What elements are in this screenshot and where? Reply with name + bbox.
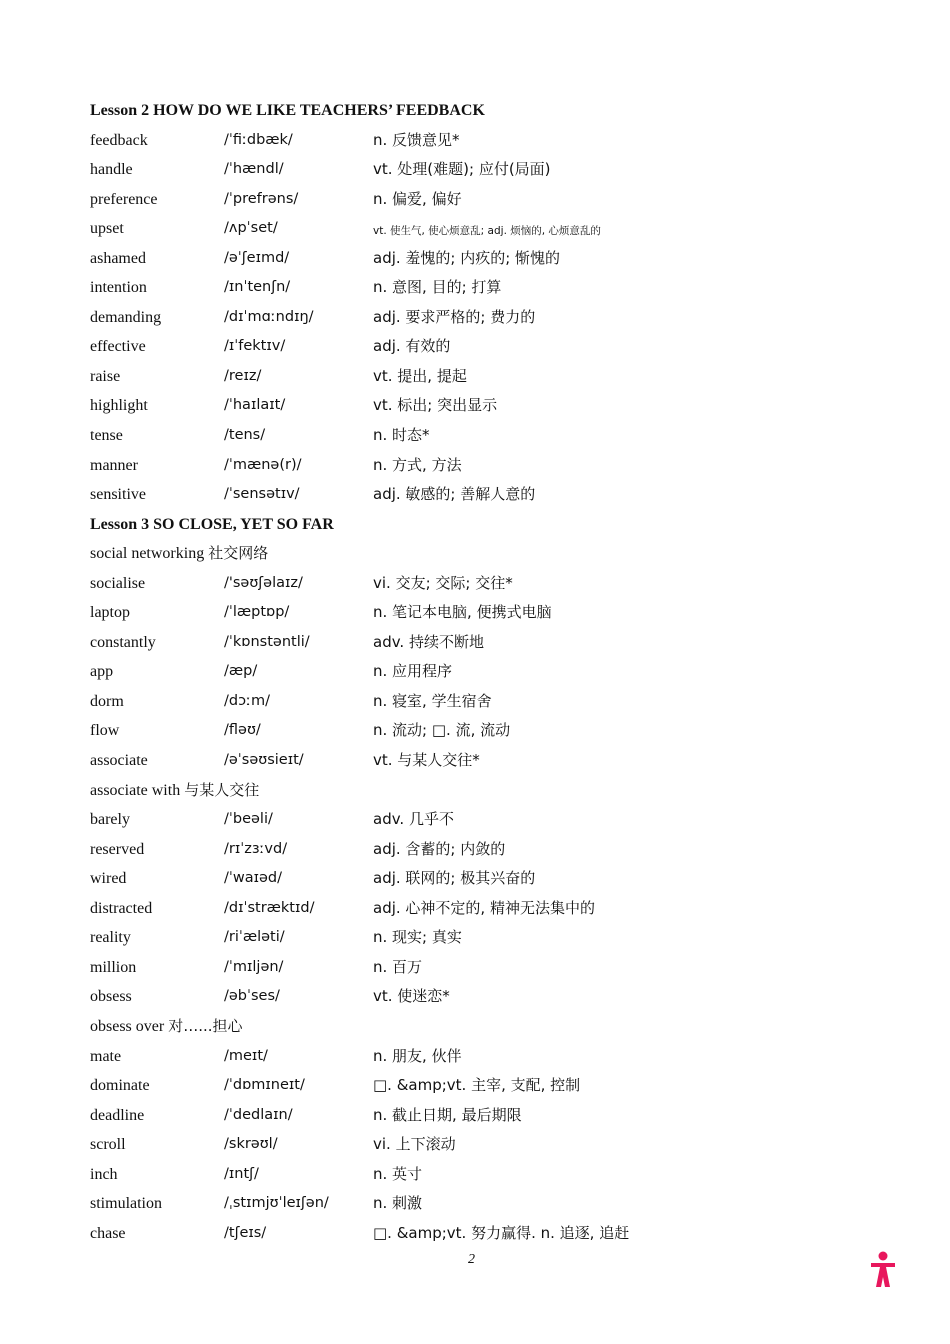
vocab-phonetic: /ˈmɪljən/	[224, 958, 284, 975]
vocab-definition: n. 现实; 真实	[373, 928, 462, 947]
vocab-definition: adj. 要求严格的; 费力的	[373, 307, 536, 326]
vocab-phonetic: /əbˈses/	[224, 988, 280, 1005]
vocab-word: dominate	[90, 1077, 150, 1095]
vocab-definition: □. &amp;vt. 主宰, 支配, 控制	[373, 1076, 581, 1095]
vocab-phonetic: /dɪˈstræktɪd/	[224, 899, 315, 916]
vocab-row	[90, 126, 890, 156]
vocab-phonetic: /tens/	[224, 427, 266, 444]
vocab-phonetic: /fləʊ/	[224, 722, 261, 739]
vocab-row	[90, 746, 890, 776]
vocab-word: highlight	[90, 397, 148, 415]
vocab-word: stimulation	[90, 1195, 162, 1213]
vocab-row	[90, 1219, 890, 1249]
vocab-row	[90, 1101, 890, 1131]
vocab-phonetic: /ˈhændl/	[224, 161, 284, 178]
vocab-definition: vt. 处理(难题); 应付(局面)	[373, 160, 551, 179]
vocab-row	[90, 687, 890, 717]
vocab-definition: n. 寝室, 学生宿舍	[373, 691, 492, 710]
vocab-word: chase	[90, 1224, 126, 1242]
vocab-row	[90, 1130, 890, 1160]
vocab-word: laptop	[90, 604, 130, 622]
phrase-en: social networking	[90, 545, 205, 563]
vocab-row	[90, 805, 890, 835]
vocab-phonetic: /əˈsəʊsieɪt/	[224, 752, 304, 769]
vocab-definition: n. 意图, 目的; 打算	[373, 278, 502, 297]
vocab-row	[90, 569, 890, 599]
vocab-definition: adj. 有效的	[373, 337, 451, 356]
vocab-phonetic: /ɪntʃ/	[224, 1165, 259, 1182]
vocab-word: constantly	[90, 633, 156, 651]
lesson3-list-a	[90, 569, 890, 776]
vocab-row	[90, 982, 890, 1012]
vocab-row	[90, 214, 890, 244]
vocab-row	[90, 421, 890, 451]
vocab-word: scroll	[90, 1136, 126, 1154]
vocab-row	[90, 480, 890, 510]
vocab-word: handle	[90, 161, 133, 179]
vocab-phonetic: /dɪˈmɑːndɪŋ/	[224, 308, 314, 325]
vocab-definition: vt. 标出; 突出显示	[373, 396, 498, 415]
vocab-word: feedback	[90, 131, 148, 149]
vocab-row	[90, 894, 890, 924]
vocab-definition: n. 偏爱, 偏好	[373, 189, 462, 208]
vocab-phonetic: /ˌstɪmjʊˈleɪʃən/	[224, 1195, 329, 1212]
vocab-word: socialise	[90, 574, 146, 592]
vocab-definition: n. 方式, 方法	[373, 455, 462, 474]
vocab-word: mate	[90, 1047, 122, 1065]
vocab-row	[90, 657, 890, 687]
vocab-word: reserved	[90, 840, 145, 858]
vocab-phonetic: /riˈæləti/	[224, 929, 285, 946]
vocab-definition: n. 截止日期, 最后期限	[373, 1105, 522, 1124]
phrase-cn: 与某人交往	[184, 780, 260, 799]
vocab-row	[90, 362, 890, 392]
vocab-definition: adj. 含蓄的; 内敛的	[373, 839, 506, 858]
vocab-phonetic: /ˈdɒmɪneɪt/	[224, 1077, 305, 1094]
lesson3-list-c	[90, 1042, 890, 1249]
vocab-row	[90, 451, 890, 481]
vocab-definition: vi. 交友; 交际; 交往*	[373, 573, 513, 592]
vocab-phonetic: /ˈdedlaɪn/	[224, 1106, 293, 1123]
vocab-row	[90, 716, 890, 746]
vocab-word: tense	[90, 427, 123, 445]
phrase-row	[90, 1012, 890, 1042]
vocab-definition: n. 笔记本电脑, 便携式电脑	[373, 603, 552, 622]
vocab-phonetic: /ˈlæptɒp/	[224, 604, 290, 621]
vocab-definition: adj. 联网的; 极其兴奋的	[373, 869, 536, 888]
vocab-row	[90, 1160, 890, 1190]
lesson3-list-b	[90, 805, 890, 1012]
vocab-word: raise	[90, 367, 121, 385]
vocab-word: effective	[90, 338, 146, 356]
vocab-definition: vt. 使迷恋*	[373, 987, 450, 1006]
vocabulary-page	[90, 96, 890, 1248]
vocab-word: intention	[90, 279, 147, 297]
vocab-phonetic: /skrəʊl/	[224, 1136, 278, 1153]
vocab-row	[90, 1042, 890, 1072]
vocab-row	[90, 273, 890, 303]
vocab-phonetic: /tʃeɪs/	[224, 1224, 267, 1241]
vocab-row	[90, 155, 890, 185]
vocab-row	[90, 332, 890, 362]
vocab-word: inch	[90, 1165, 118, 1183]
vocab-phonetic: /ʌpˈset/	[224, 220, 278, 237]
vocab-word: wired	[90, 870, 127, 888]
vocab-phonetic: /dɔːm/	[224, 692, 270, 709]
vocab-phonetic: /æp/	[224, 663, 258, 680]
vocab-phonetic: /reɪz/	[224, 367, 262, 384]
vocab-row	[90, 1071, 890, 1101]
vocab-definition: n. 英寸	[373, 1164, 423, 1183]
vocab-row	[90, 185, 890, 215]
vocab-row	[90, 628, 890, 658]
vocab-word: million	[90, 958, 137, 976]
vocab-phonetic: /ˈwaɪəd/	[224, 870, 283, 887]
vocab-row	[90, 598, 890, 628]
vocab-word: app	[90, 663, 114, 681]
vocab-word: sensitive	[90, 486, 146, 504]
phrase-row	[90, 539, 890, 569]
vocab-phonetic: /ɪnˈtenʃn/	[224, 279, 291, 296]
vocab-word: distracted	[90, 899, 153, 917]
vocab-word: barely	[90, 811, 130, 829]
vocab-phonetic: /meɪt/	[224, 1047, 268, 1064]
vocab-word: upset	[90, 220, 124, 238]
phrase-cn: 对…...担心	[168, 1016, 243, 1035]
vocab-definition: vt. 与某人交往*	[373, 751, 480, 770]
vocab-definition: vi. 上下滚动	[373, 1135, 456, 1154]
vocab-phonetic: /ˈsensətɪv/	[224, 486, 300, 503]
vocab-definition: adj. 羞愧的; 内疚的; 惭愧的	[373, 248, 561, 267]
vocab-phonetic: /ˈprefrəns/	[224, 190, 299, 207]
vocab-definition: vt. 使生气, 使心烦意乱; adj. 烦恼的, 心烦意乱的	[373, 225, 601, 238]
vocab-row	[90, 923, 890, 953]
vocab-word: associate	[90, 752, 148, 770]
lesson3-title: Lesson 3 SO CLOSE, YET SO FAR	[90, 515, 334, 533]
vocab-word: deadline	[90, 1106, 145, 1124]
vocab-phonetic: /rɪˈzɜːvd/	[224, 840, 288, 857]
vocab-definition: adj. 心神不定的, 精神无法集中的	[373, 898, 595, 917]
vocab-definition: □. &amp;vt. 努力赢得. n. 追逐, 追赶	[373, 1223, 630, 1242]
vocab-word: demanding	[90, 308, 162, 326]
phrase-row	[90, 776, 890, 806]
phrase-en: associate with	[90, 781, 181, 799]
vocab-phonetic: /əˈʃeɪmd/	[224, 249, 290, 266]
vocab-definition: n. 应用程序	[373, 662, 453, 681]
vocab-definition: adv. 持续不断地	[373, 632, 484, 651]
vocab-row	[90, 953, 890, 983]
lesson2-list	[90, 126, 890, 510]
page-number: 2	[468, 1252, 475, 1267]
vocab-row	[90, 835, 890, 865]
vocab-definition: n. 反馈意见*	[373, 130, 460, 149]
vocab-word: ashamed	[90, 249, 146, 267]
figure-logo-icon	[868, 1250, 898, 1290]
vocab-phonetic: /ˈhaɪlaɪt/	[224, 397, 286, 414]
vocab-definition: vt. 提出, 提起	[373, 366, 467, 385]
vocab-word: reality	[90, 929, 131, 947]
lesson2-title: Lesson 2 HOW DO WE LIKE TEACHERS’ FEEDBACK	[90, 102, 485, 119]
vocab-phonetic: /ɪˈfektɪv/	[224, 338, 286, 355]
phrase-en: obsess over	[90, 1017, 165, 1035]
vocab-word: manner	[90, 456, 138, 474]
vocab-word: obsess	[90, 988, 132, 1006]
vocab-phonetic: /ˈbeəli/	[224, 811, 273, 828]
vocab-phonetic: /ˈfiːdbæk/	[224, 131, 293, 148]
vocab-definition: n. 流动; □. 流, 流动	[373, 721, 511, 740]
vocab-row	[90, 391, 890, 421]
vocab-definition: n. 百万	[373, 957, 423, 976]
vocab-phonetic: /ˈkɒnstəntli/	[224, 633, 310, 650]
vocab-phonetic: /ˈmænə(r)/	[224, 456, 302, 473]
vocab-phonetic: /'səʊʃəlaɪz/	[224, 574, 303, 591]
vocab-definition: adj. 敏感的; 善解人意的	[373, 485, 536, 504]
vocab-word: flow	[90, 722, 120, 740]
vocab-row	[90, 864, 890, 894]
phrase-cn: 社交网络	[208, 544, 269, 563]
vocab-definition: adv. 几乎不	[373, 810, 454, 829]
vocab-row	[90, 1189, 890, 1219]
vocab-word: dorm	[90, 692, 124, 710]
vocab-row	[90, 303, 890, 333]
vocab-definition: n. 刺激	[373, 1194, 423, 1213]
vocab-word: preference	[90, 190, 158, 208]
vocab-definition: n. 朋友, 伙伴	[373, 1046, 462, 1065]
vocab-definition: n. 时态*	[373, 426, 430, 445]
vocab-row	[90, 244, 890, 274]
